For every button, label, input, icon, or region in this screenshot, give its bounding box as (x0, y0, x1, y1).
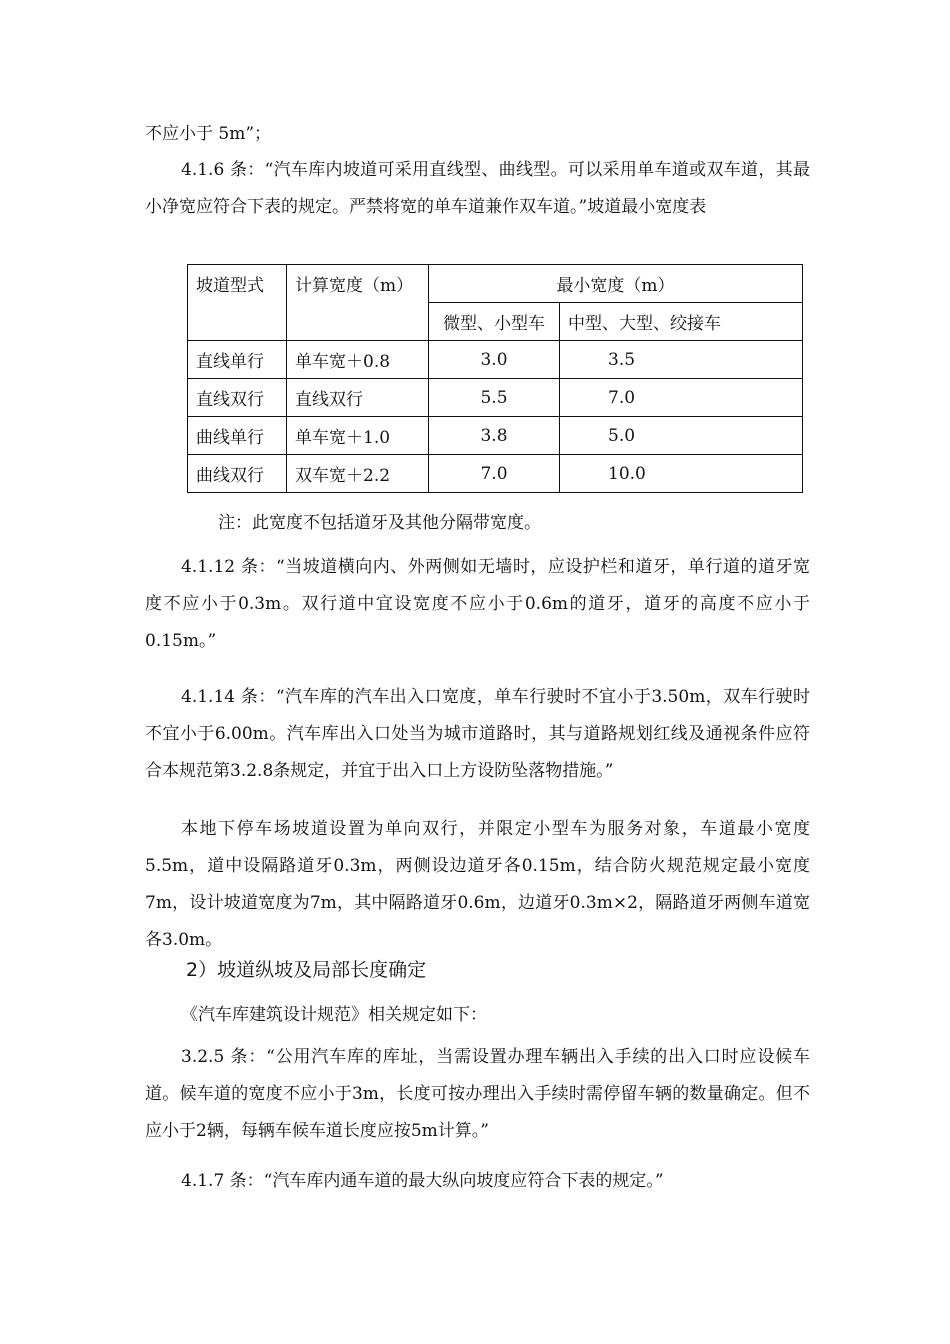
cell-type: 直线双行 (188, 379, 287, 417)
cell-small: 3.0 (429, 341, 560, 379)
table-row (188, 417, 803, 455)
table-note: 注：此宽度不包括道牙及其他分隔带宽度。 (218, 513, 541, 533)
cell-type: 曲线单行 (188, 417, 287, 455)
table-header-row (188, 265, 803, 303)
paragraph-4-1-7: 4.1.7 条：“汽车库内通车道的最大纵向坡度应符合下表的规定。” (181, 1171, 664, 1191)
ramp-min-width-table (187, 264, 803, 493)
cell-type: 直线单行 (188, 341, 287, 379)
cell-calc: 单车宽＋1.0 (287, 417, 429, 455)
cell-calc: 直线双行 (287, 379, 429, 417)
paragraph-4-1-12: 4.1.12 条：“当坡道横向内、外两侧如无墙时，应设护栏和道牙，单行道的道牙宽度不应小于0.3m。双行道中宜设宽度不应小于0.6m的道牙，道牙的高度不应小于0.15m。” (145, 557, 810, 651)
cell-large: 10.0 (560, 455, 803, 493)
header-min-width: 最小宽度（m） (429, 265, 803, 303)
paragraph-4-1-14: 4.1.14 条：“汽车库的汽车出入口宽度，单车行驶时不宜小于3.50m，双车行驶时不宜小于6.00m。汽车库出入口处当为城市道路时，其与道路规划红线及通视条件应符合本规范第3.2.8条规定，并宜于出入口上方设防坠落物措施。” (145, 687, 810, 781)
cell-large: 5.0 (560, 417, 803, 455)
cell-large: 7.0 (560, 379, 803, 417)
paragraph-code-intro: 《汽车库建筑设计规范》相关规定如下： (181, 1005, 487, 1025)
paragraph-design-summary: 本地下停车场坡道设置为单向双行，并限定小型车为服务对象，车道最小宽度5.5m，道中设隔路道牙0.3m，两侧设边道牙各0.15m，结合防火规范规定最小宽度7m，设计坡道宽度为7m，其中隔路道牙0.6m，边道牙0.3m×2，隔路道牙两侧车道宽各3.0m。 (145, 819, 810, 950)
cell-small: 7.0 (429, 455, 560, 493)
cell-large: 3.5 (560, 341, 803, 379)
cell-type: 曲线双行 (188, 455, 287, 493)
header-large-car: 中型、大型、绞接车 (560, 303, 803, 341)
table-row (188, 341, 803, 379)
header-calc-width: 计算宽度（m） (287, 265, 429, 341)
table-row (188, 455, 803, 493)
cell-calc: 双车宽＋2.2 (287, 455, 429, 493)
paragraph-3-2-5: 3.2.5 条：“公用汽车库的库址，当需设置办理车辆出入手续的出入口时应设候车道。候车道的宽度不应小于3m，长度可按办理出入手续时需停留车辆的数量确定。但不应小于2辆，每辆车候车道长度应按5m计算。” (145, 1047, 810, 1141)
header-ramp-type: 坡道型式 (188, 265, 287, 341)
table-row (188, 379, 803, 417)
paragraph-4-1-6: 4.1.6 条：“汽车库内坡道可采用直线型、曲线型。可以采用单车道或双车道，其最小净宽应符合下表的规定。严禁将宽的单车道兼作双车道。”坡道最小宽度表 (145, 160, 810, 217)
cell-small: 3.8 (429, 417, 560, 455)
header-small-car: 微型、小型车 (429, 303, 560, 341)
cell-calc: 单车宽＋0.8 (287, 341, 429, 379)
cell-small: 5.5 (429, 379, 560, 417)
section-heading: 2）坡道纵坡及局部长度确定 (186, 959, 427, 981)
paragraph-continuation: 不应小于 5m”； (145, 124, 272, 144)
